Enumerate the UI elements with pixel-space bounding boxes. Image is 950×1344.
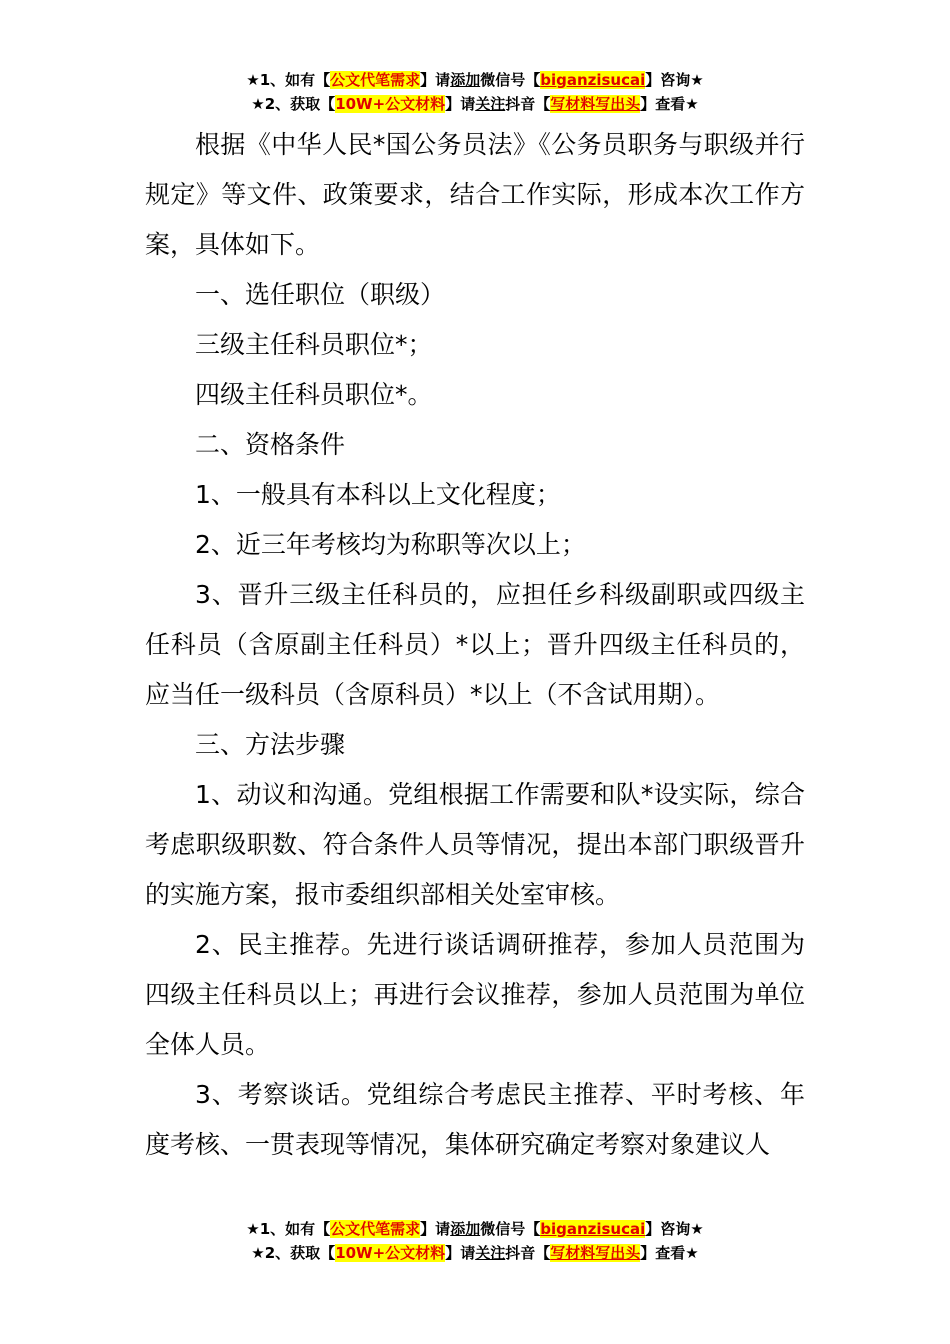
banner-text: 2、获取【 [264, 1244, 336, 1262]
banner-text: 1、如有【 [259, 1220, 331, 1238]
section-heading-steps: 三、方法步骤 [195, 730, 346, 759]
banner-text: 】查看★ [640, 95, 699, 113]
banner-line-2 [0, 1241, 950, 1265]
highlight-materials: 10W+公文材料 [335, 1244, 446, 1262]
banner-text: 微信号【 [480, 71, 541, 89]
star-icon: ★ [251, 1244, 265, 1262]
star-icon: ★ [251, 95, 265, 113]
banner-text: 】查看★ [640, 1244, 699, 1262]
step-item: 2、民主推荐。先进行谈话调研推荐，参加人员范围为四级主任科员以上；再进行会议推荐，参加人员范围为单位全体人员。 [145, 930, 805, 1059]
highlight-douyin-id: 写材料写出头 [550, 95, 641, 113]
section-heading-qualifications: 二、资格条件 [195, 430, 346, 459]
banner-text: 】咨询★ [645, 71, 704, 89]
banner-text: 微信号【 [480, 1220, 541, 1238]
position-item: 三级主任科员职位*； [195, 330, 433, 359]
banner-text: 抖音【 [505, 95, 551, 113]
step-item: 1、动议和沟通。党组根据工作需要和队*设实际，综合考虑职级职数、符合条件人员等情况，提出本部门职级晋升的实施方案，报市委组织部相关处室审核。 [145, 780, 805, 909]
underlined-add: 添加 [450, 71, 481, 89]
banner-text: 1、如有【 [259, 71, 331, 89]
highlight-service: 公文代笔需求 [330, 71, 421, 89]
banner-text: 】请 [445, 1244, 476, 1262]
star-icon: ★ [246, 71, 260, 89]
qualification-item: 1、一般具有本科以上文化程度； [195, 480, 561, 509]
document-body [145, 120, 805, 1170]
highlight-wechat-id: biganzisucai [540, 1220, 646, 1238]
qualification-item: 2、近三年考核均为称职等次以上； [195, 530, 586, 559]
highlight-wechat-id: biganzisucai [540, 71, 646, 89]
banner-text: 】咨询★ [645, 1220, 704, 1238]
step-item: 3、考察谈话。党组综合考虑民主推荐、平时考核、年度考核、一贯表现等情况，集体研究确定考察对象建议人 [145, 1080, 805, 1159]
highlight-service: 公文代笔需求 [330, 1220, 421, 1238]
header-banner [0, 68, 950, 116]
highlight-douyin-id: 写材料写出头 [550, 1244, 641, 1262]
underlined-follow: 关注 [475, 95, 506, 113]
section-heading-positions: 一、选任职位（职级） [195, 280, 446, 309]
underlined-add: 添加 [450, 1220, 481, 1238]
position-item: 四级主任科员职位*。 [195, 380, 433, 409]
star-icon: ★ [246, 1220, 260, 1238]
banner-text: 】请 [420, 1220, 451, 1238]
banner-line-1 [0, 1217, 950, 1241]
banner-line-2 [0, 92, 950, 116]
banner-text: 】请 [420, 71, 451, 89]
banner-text: 】请 [445, 95, 476, 113]
intro-paragraph: 根据《中华人民*国公务员法》《公务员职务与职级并行规定》等文件、政策要求，结合工作实际，形成本次工作方案，具体如下。 [145, 130, 805, 259]
banner-line-1 [0, 68, 950, 92]
underlined-follow: 关注 [475, 1244, 506, 1262]
banner-text: 抖音【 [505, 1244, 551, 1262]
highlight-materials: 10W+公文材料 [335, 95, 446, 113]
qualification-item: 3、晋升三级主任科员的，应担任乡科级副职或四级主任科员（含原副主任科员）*以上；晋升四级主任科员的，应当任一级科员（含原科员）*以上（不含试用期）。 [145, 580, 805, 709]
banner-text: 2、获取【 [264, 95, 336, 113]
footer-banner [0, 1217, 950, 1265]
